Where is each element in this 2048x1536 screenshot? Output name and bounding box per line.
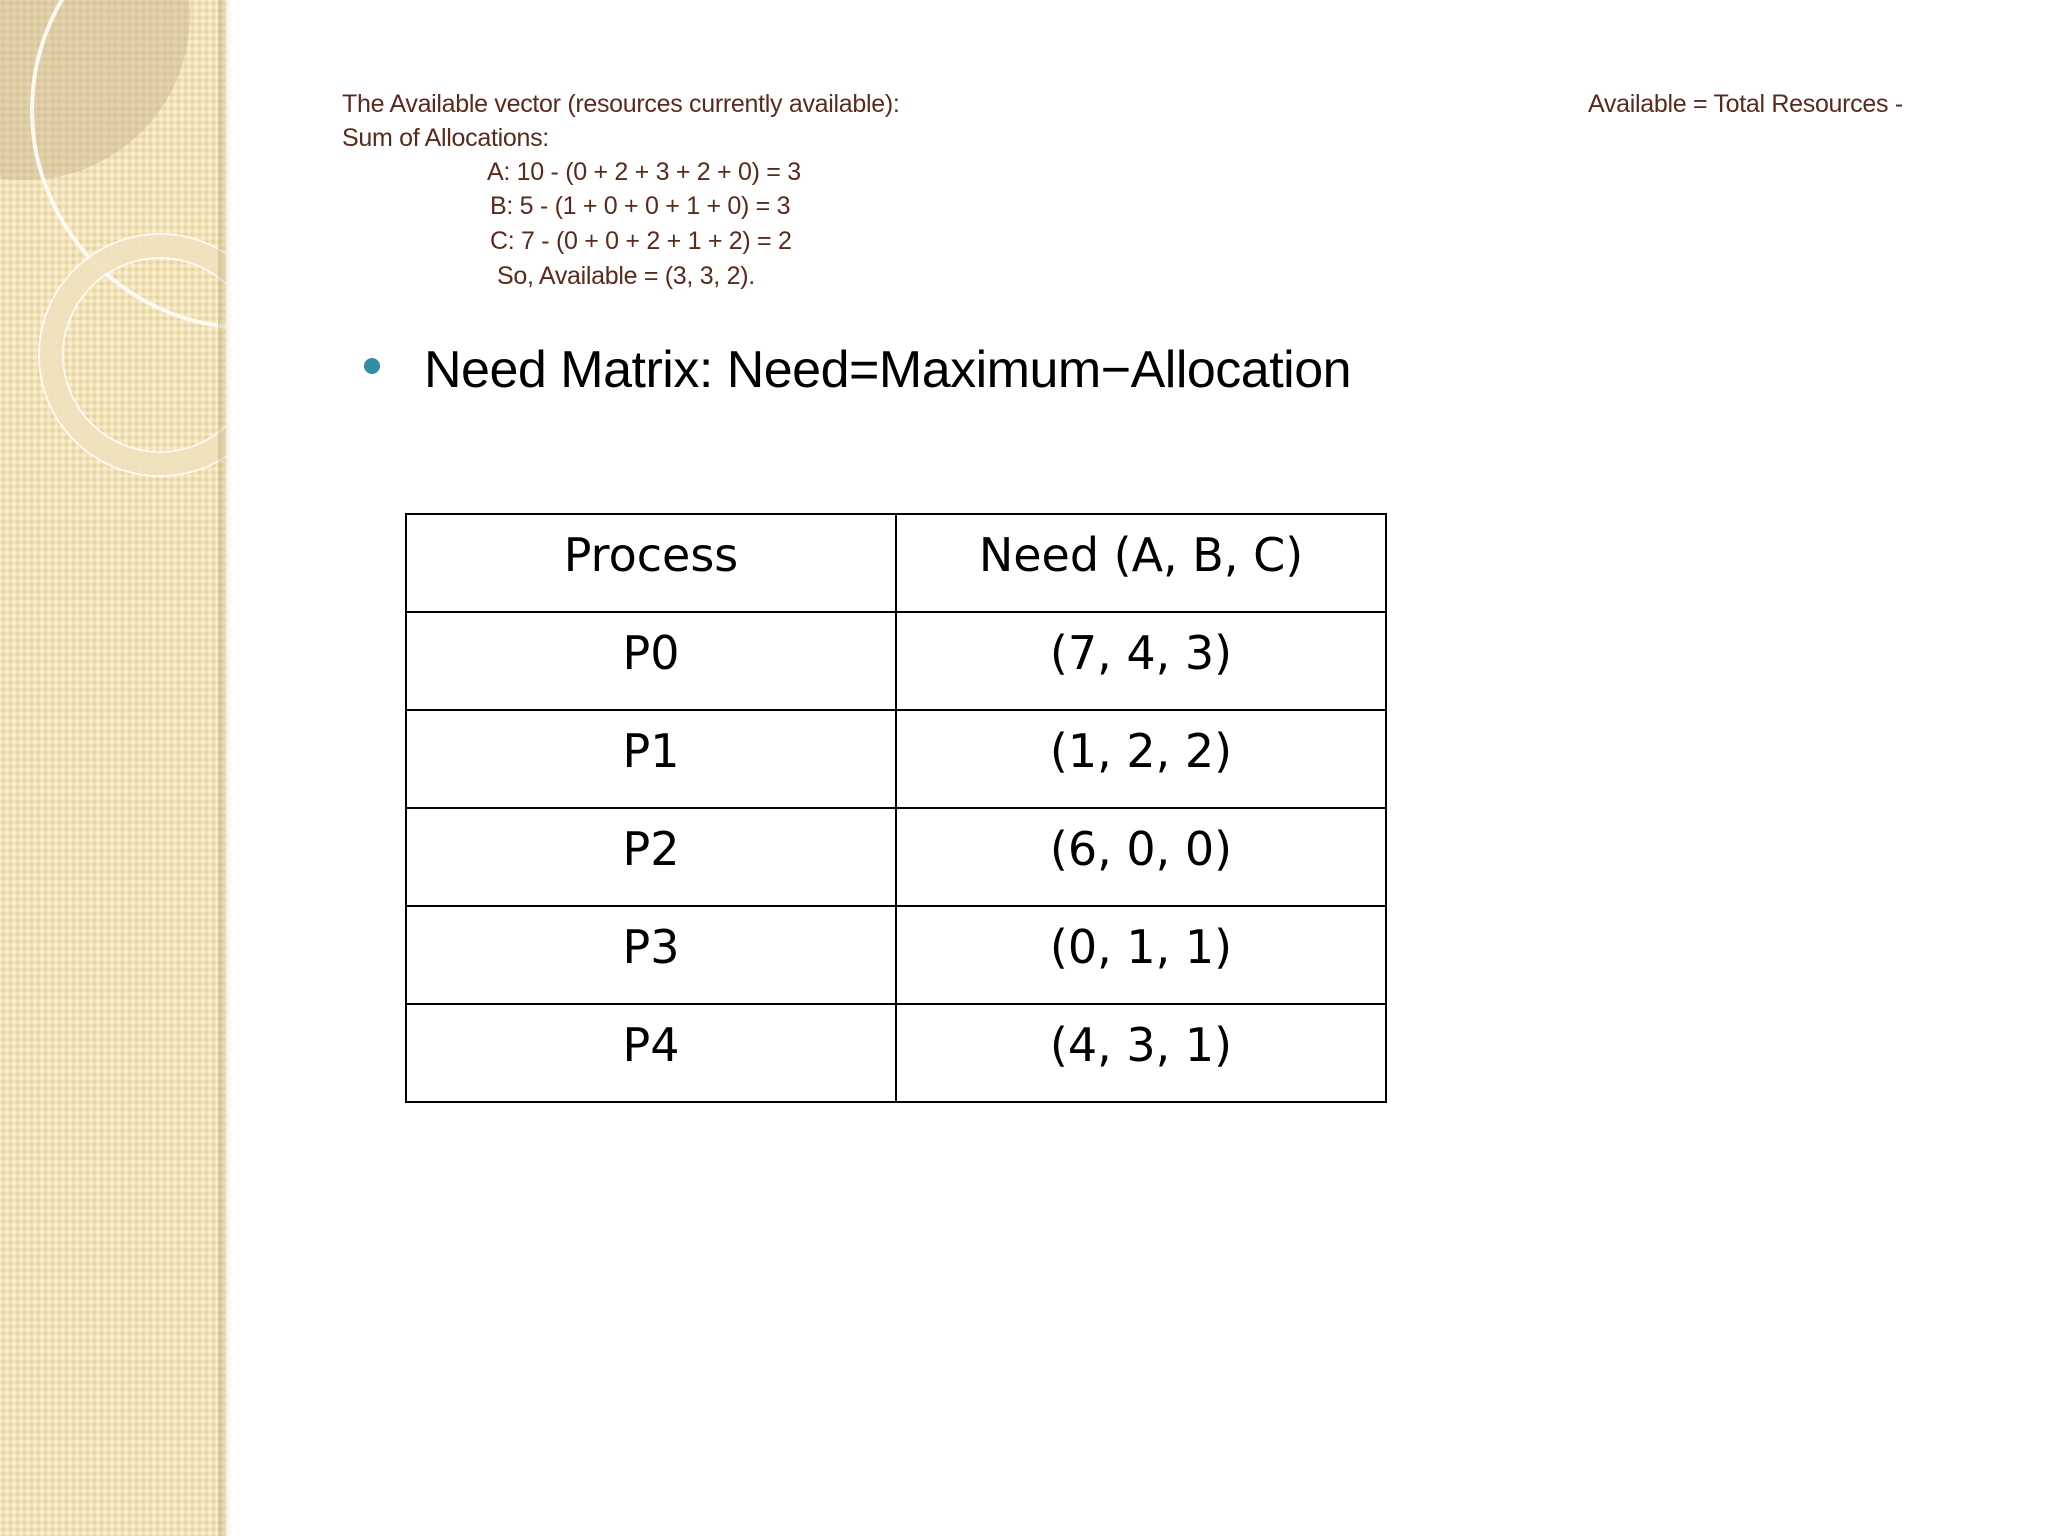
header-process: Process [563, 528, 739, 582]
table-row [406, 906, 1386, 1004]
process-id: P1 [622, 724, 680, 778]
table-row [406, 710, 1386, 808]
need-value: (0, 1, 1) [1049, 920, 1233, 974]
table-cell [406, 710, 896, 808]
calc-line-c: C: 7 - (0 + 0 + 2 + 1 + 2) = 2 [490, 227, 792, 255]
table-cell [406, 1004, 896, 1102]
need-value: (6, 0, 0) [1049, 822, 1233, 876]
need-value: (7, 4, 3) [1049, 626, 1233, 680]
table-cell [896, 710, 1386, 808]
calc-line-a: A: 10 - (0 + 2 + 3 + 2 + 0) = 3 [487, 158, 801, 186]
table-cell [896, 612, 1386, 710]
decorative-ring [40, 235, 226, 475]
bullet-dot-icon [364, 358, 380, 374]
available-formula-heading: Available = Total Resources - [1588, 90, 1903, 118]
available-conclusion: So, Available = (3, 3, 2). [497, 262, 755, 290]
available-vector-heading: The Available vector (resources currently available): [342, 90, 900, 118]
table-cell [406, 612, 896, 710]
table-header-cell [406, 514, 896, 612]
table-cell [896, 906, 1386, 1004]
table-cell [406, 906, 896, 1004]
process-id: P2 [622, 822, 680, 876]
need-value: (1, 2, 2) [1049, 724, 1233, 778]
process-id: P4 [622, 1018, 680, 1072]
calc-line-b: B: 5 - (1 + 0 + 0 + 1 + 0) = 3 [490, 192, 791, 220]
table-cell [406, 808, 896, 906]
table-row [406, 612, 1386, 710]
table-header-row [406, 514, 1386, 612]
table-row [406, 808, 1386, 906]
band-shadow [218, 0, 232, 1536]
table-header-cell [896, 514, 1386, 612]
need-matrix-table [405, 513, 1387, 1103]
process-id: P0 [622, 626, 680, 680]
sum-of-allocations-label: Sum of Allocations: [342, 124, 549, 152]
table-cell [896, 808, 1386, 906]
process-id: P3 [622, 920, 680, 974]
need-matrix-bullet: Need Matrix: Need=Maximum−Allocation [424, 341, 1352, 399]
header-need: Need (A, B, C) [978, 528, 1304, 582]
need-value: (4, 3, 1) [1049, 1018, 1233, 1072]
decorative-side-band [0, 0, 226, 1536]
table-cell [896, 1004, 1386, 1102]
table-row [406, 1004, 1386, 1102]
